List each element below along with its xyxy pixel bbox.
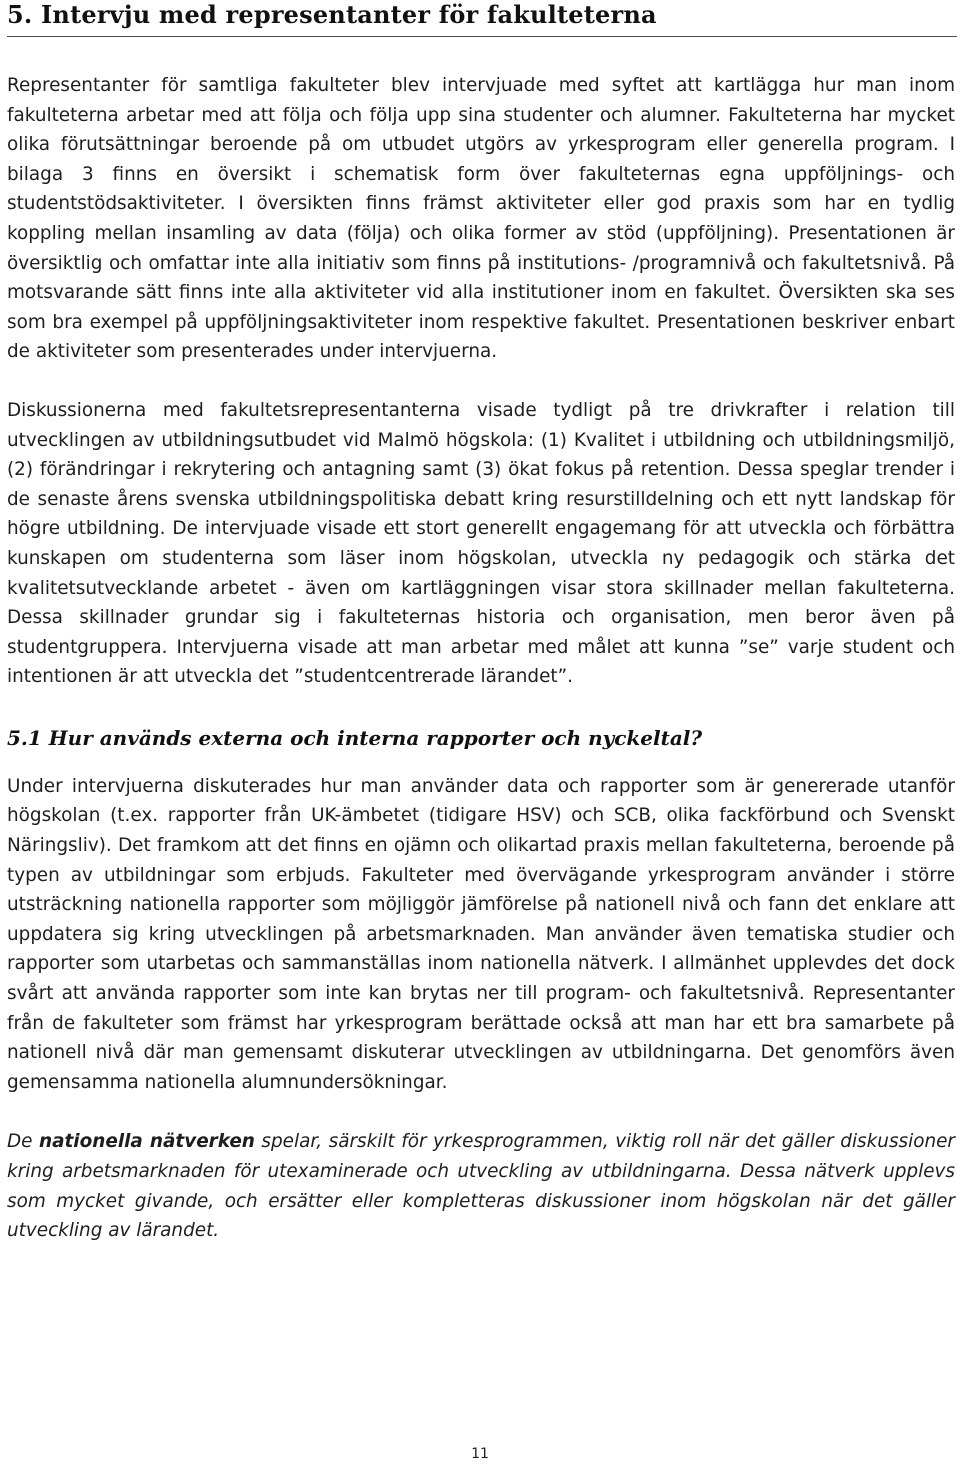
intro-paragraph: Representanter för samtliga fakulteter blev intervjuade med syftet att kartlägga hur man inom fakulteterna arbetar med att följa och följa upp sina studenter och alumner. Fakulteterna har mycket olika förutsättningar beroende på om utbudet utgörs av yrkesprogram eller generella program. I bilaga 3 finns en översikt i schematisk form över fakulteternas egna uppföljnings- och studentstödsaktiviteter. I översikten finns främst aktiviteter eller god praxis som har en tydlig koppling mellan insamling av data (följa) och olika former av stöd (uppföljning). Presentationen är översiktlig och omfattar inte alla initiativ som finns på institutions- /programnivå och fakultetsnivå. På motsvarande sätt finns inte alla aktiviteter vid alla institutioner inom en fakultet. Översikten ska ses som bra exempel på uppföljningsaktiviteter inom respektive fakultet. Presentationen beskriver enbart de aktiviteter som presenterades under intervjuerna. [7, 75, 955, 363]
national-networks-paragraph [7, 1127, 955, 1245]
note-suffix: spelar, särskilt för yrkesprogrammen, viktig roll när det gäller diskussioner kring arbetsmarknaden för utexaminerade och utveckling av utbildningarna. Dessa nätverk upplevs som mycket givande, och ersätter eller kompletteras diskussioner inom högskolan när det gäller utveckling av lärandet. [7, 1131, 955, 1242]
section-heading-5-1: 5.1 Hur används externa och interna rapporter och nyckeltal? [7, 725, 703, 750]
section-5-1-paragraph: Under intervjuerna diskuterades hur man använder data och rapporter som är genererade utanför högskolan (t.ex. rapporter från UK-ämbetet (tidigare HSV) och SCB, olika fackförbund och Svenskt Näringsliv). Det framkom att det finns en ojämn och olikartad praxis mellan fakulteterna, beroende på typen av utbildningar som erbjuds. Fakulteter med övervägande yrkesprogram använder i större utsträckning nationella rapporter som möjliggör jämförelse på nationell nivå och fann det enklare att uppdatera sig kring utvecklingen på arbetsmarknaden. Man använder även tematiska studier och rapporter som utarbetas och sammanställas inom nationella nätverk. I allmänhet upplevdes det dock svårt att använda rapporter som inte kan brytas ner till program- och fakultetsnivå. Representanter från de fakulteter som främst har yrkesprogram berättade också att man har ett bra samarbete på nationell nivå där man gemensamt diskuterar utvecklingen av utbildningarna. Det genomförs även gemensamma nationella alumnundersökningar. [7, 775, 955, 1093]
note-emphasis: nationella nätverken [39, 1131, 255, 1153]
chapter-heading: 5. Intervju med representanter för fakulteterna [7, 0, 657, 29]
discussion-paragraph: Diskussionerna med fakultetsrepresentanterna visade tydligt på tre drivkrafter i relation till utvecklingen av utbildningsutbudet vid Malmö högskola: (1) Kvalitet i utbildning och utbildningsmiljö, (2) förändringar i rekrytering och antagning samt (3) ökat fokus på retention. Dessa speglar trender i de senaste årens svenska utbildningspolitiska debatt kring resurstilldelning och ett nytt landskap för högre utbildning. De intervjuade visade ett stort generellt engagemang för att utveckla och förbättra kunskapen om studenterna som läser inom högskolan, utveckla ny pedagogik och stärka det kvalitetsutvecklande arbetet - även om kartläggningen visar stora skillnader mellan fakulteterna. Dessa skillnader grundar sig i fakulteternas historia och organisation, men beror även på studentgruppera. Intervjuerna visade att man arbetar med målet att kunna ”se” varje student och intentionen är att utveckla det ”studentcentrerade lärandet”. [7, 399, 955, 688]
document-page [7, 0, 955, 1246]
note-prefix: De [7, 1131, 40, 1153]
heading-divider [7, 36, 957, 37]
page-number: 11 [471, 1446, 489, 1462]
